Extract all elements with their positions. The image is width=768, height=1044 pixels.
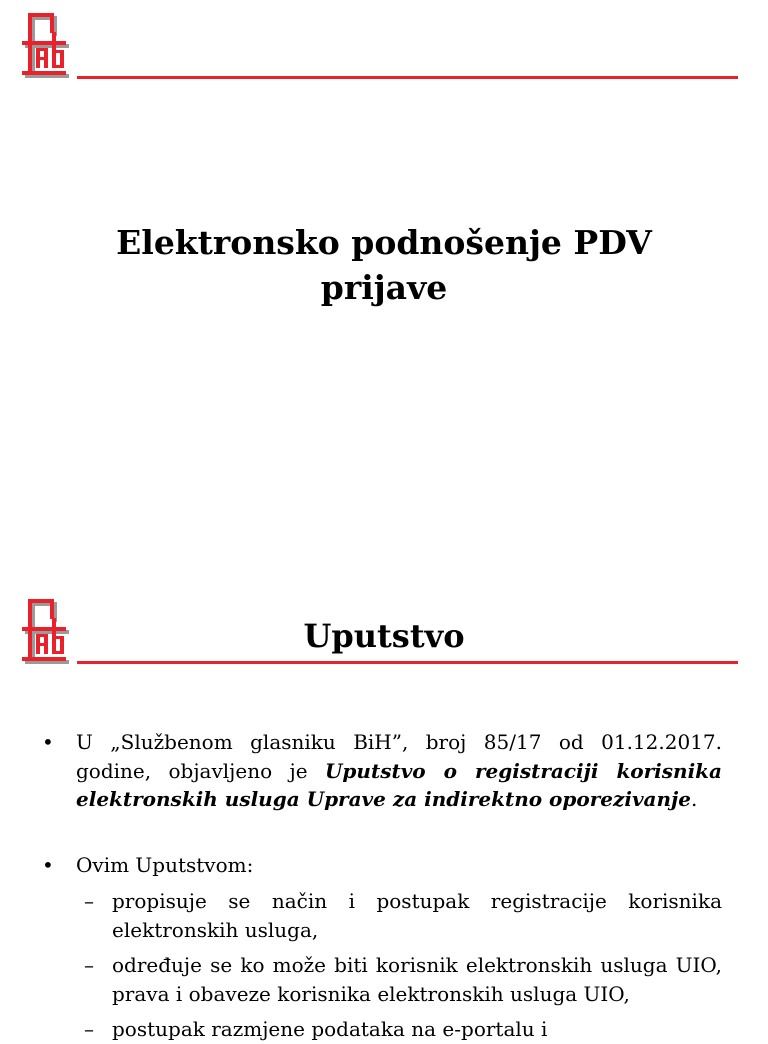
header-rule [77,661,738,664]
bullet-emphasis: Uputstvo o registraciji korisnika elektronskih usluga Uprave za indirektno oporezivanje [76,758,722,811]
sub-item-text: postupak razmjene podataka na e-portalu i [112,1017,548,1041]
title-line-1: Elektronsko podnošenje PDV [116,223,652,262]
bullet-lead: U „Službenom glasniku BiH”, broj 85/17 od 01.12.2017. godine, objavljeno je [76,730,722,783]
bullet-dot-icon: • [42,730,54,754]
bullet-item [42,728,722,814]
dash-icon: – [84,889,94,913]
sub-item [84,1015,722,1044]
feb-logo [22,10,72,80]
bullet-text [76,728,722,814]
dash-icon: – [84,1017,94,1041]
bullet-item [42,851,722,880]
bullet-tail: . [691,787,698,811]
sub-item-text: određuje se ko može biti korisnik elektronskih usluga UIO, prava i obaveze korisnika elektronskih usluga UIO, [112,953,722,1006]
slide-2 [0,590,768,1041]
sub-item [84,887,722,944]
sub-item [84,951,722,1008]
slide-title: Uputstvo [303,617,465,655]
dash-icon: – [84,953,94,977]
presentation-title [100,220,668,310]
sub-item-text: propisuje se način i postupak registracije korisnika elektronskih usluga, [112,889,722,942]
bullet-dot-icon: • [42,853,54,877]
title-line-2: prijave [320,268,448,307]
bullet-text: Ovim Uputstvom: [76,853,254,877]
header-rule [77,76,738,79]
